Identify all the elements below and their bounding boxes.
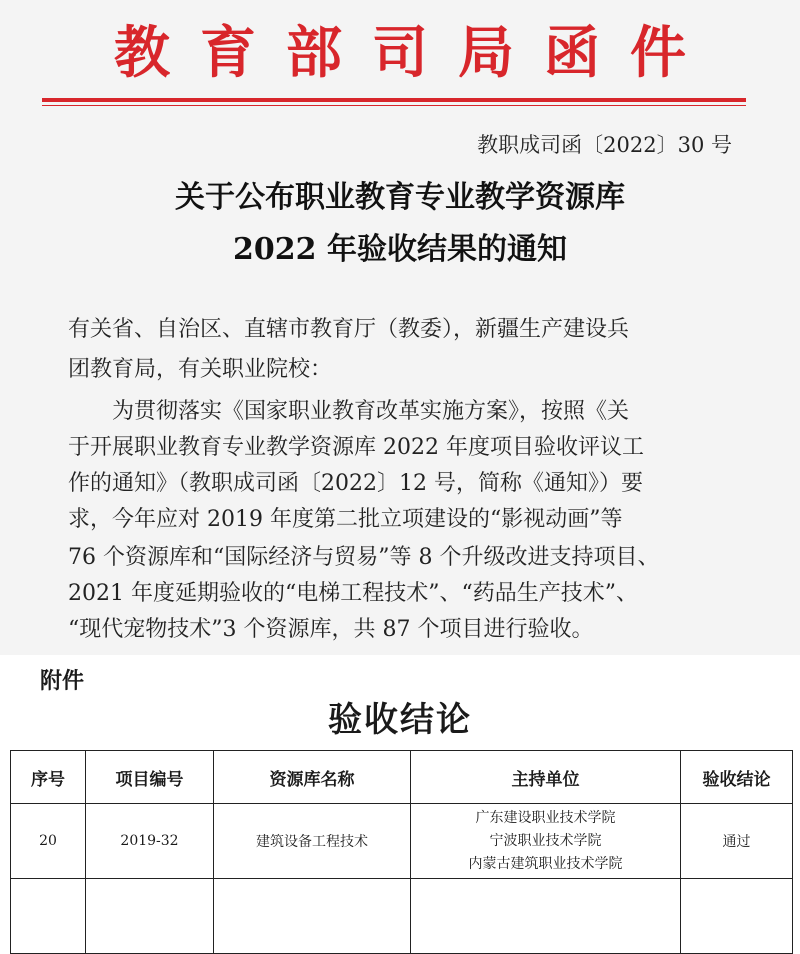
host-institution-name: 宁波职业技术学院 [489, 832, 602, 849]
cell-host-institution [411, 804, 681, 879]
host-institution-name: 广东建设职业技术学院 [475, 809, 616, 826]
cell-acceptance-result: 通过 [681, 804, 793, 879]
body-line: 为贯彻落实《国家职业教育改革实施方案》，按照《关 [68, 399, 630, 424]
header-library-name: 资源库名称 [214, 751, 411, 804]
attachment-title: 验收结论 [328, 700, 472, 740]
table-row-cut-off [11, 879, 793, 954]
body-line: 求，今年应对 2019 年度第二批立项建设的“影视动画”等 [68, 507, 623, 532]
header-host-institution: 主持单位 [411, 751, 681, 804]
cell-project-code: 2019-32 [86, 804, 214, 879]
header-project-code: 项目编号 [86, 751, 214, 804]
letterhead: 教育部司局函件 [114, 20, 716, 86]
body-line: 作的通知》（教职成司函〔2022〕12 号，简称《通知》）要 [68, 471, 643, 496]
body-line: 76 个资源库和“国际经济与贸易”等 8 个升级改进支持项目、 [68, 545, 660, 570]
header-acceptance-result: 验收结论 [681, 751, 793, 804]
cell-serial-number: 20 [11, 804, 86, 879]
acceptance-results-table [10, 750, 793, 954]
notice-title-line-1: 关于公布职业教育专业教学资源库 [175, 180, 625, 215]
body-line: 于开展职业教育专业教学资源库 2022 年度项目验收评议工 [68, 435, 644, 460]
attachment-label: 附件 [40, 669, 85, 694]
body-line: 团教育局，有关职业院校： [68, 357, 333, 382]
body-line: 2021 年度延期验收的“电梯工程技术”、“药品生产技术”、 [68, 581, 638, 606]
document-number: 教职成司函〔2022〕30 号 [477, 133, 732, 157]
table-row [11, 804, 793, 879]
table-header-row [11, 751, 793, 804]
letterhead-red-line-thin [42, 105, 746, 106]
cell-library-name: 建筑设备工程技术 [214, 804, 411, 879]
body-line: “现代宠物技术”3 个资源库，共 87 个项目进行验收。 [68, 617, 594, 642]
header-serial-number: 序号 [11, 751, 86, 804]
body-line: 有关省、自治区、直辖市教育厅（教委），新疆生产建设兵 [68, 317, 630, 342]
notice-title-line-2: 2022 年验收结果的通知 [233, 232, 567, 267]
letterhead-red-line [42, 98, 746, 102]
host-institution-name: 内蒙古建筑职业技术学院 [468, 855, 623, 872]
